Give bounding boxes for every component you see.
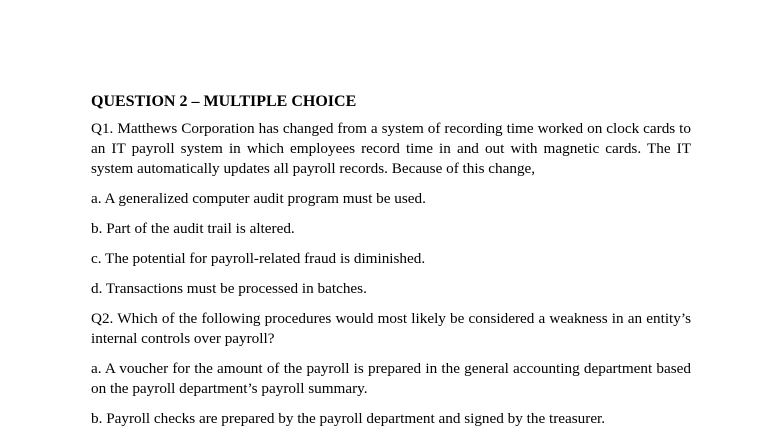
document-page [91, 92, 691, 439]
question-2-option-b: b. Payroll checks are prepared by the payroll department and signed by the treasurer. [91, 410, 606, 427]
question-2-text: Q2. Which of the following procedures would most likely be considered a weakness in an entity’s internal controls over payroll? [91, 310, 691, 347]
section-heading: QUESTION 2 – MULTIPLE CHOICE [91, 93, 357, 110]
question-1-text: Q1. Matthews Corporation has changed from a system of recording time worked on clock cards to an IT payroll system in which employees record time in and out with magnetic cards. The IT system automatically updates all payroll records. Because of this change, [91, 120, 691, 177]
question-2-option-a: a. A voucher for the amount of the payroll is prepared in the general accounting department based on the payroll department’s payroll summary. [91, 360, 691, 397]
question-1-option-b: b. Part of the audit trail is altered. [91, 220, 295, 237]
question-1-option-c: c. The potential for payroll-related fraud is diminished. [91, 250, 426, 267]
question-1-option-d: d. Transactions must be processed in batches. [91, 280, 367, 297]
question-1-option-a: a. A generalized computer audit program must be used. [91, 190, 426, 207]
